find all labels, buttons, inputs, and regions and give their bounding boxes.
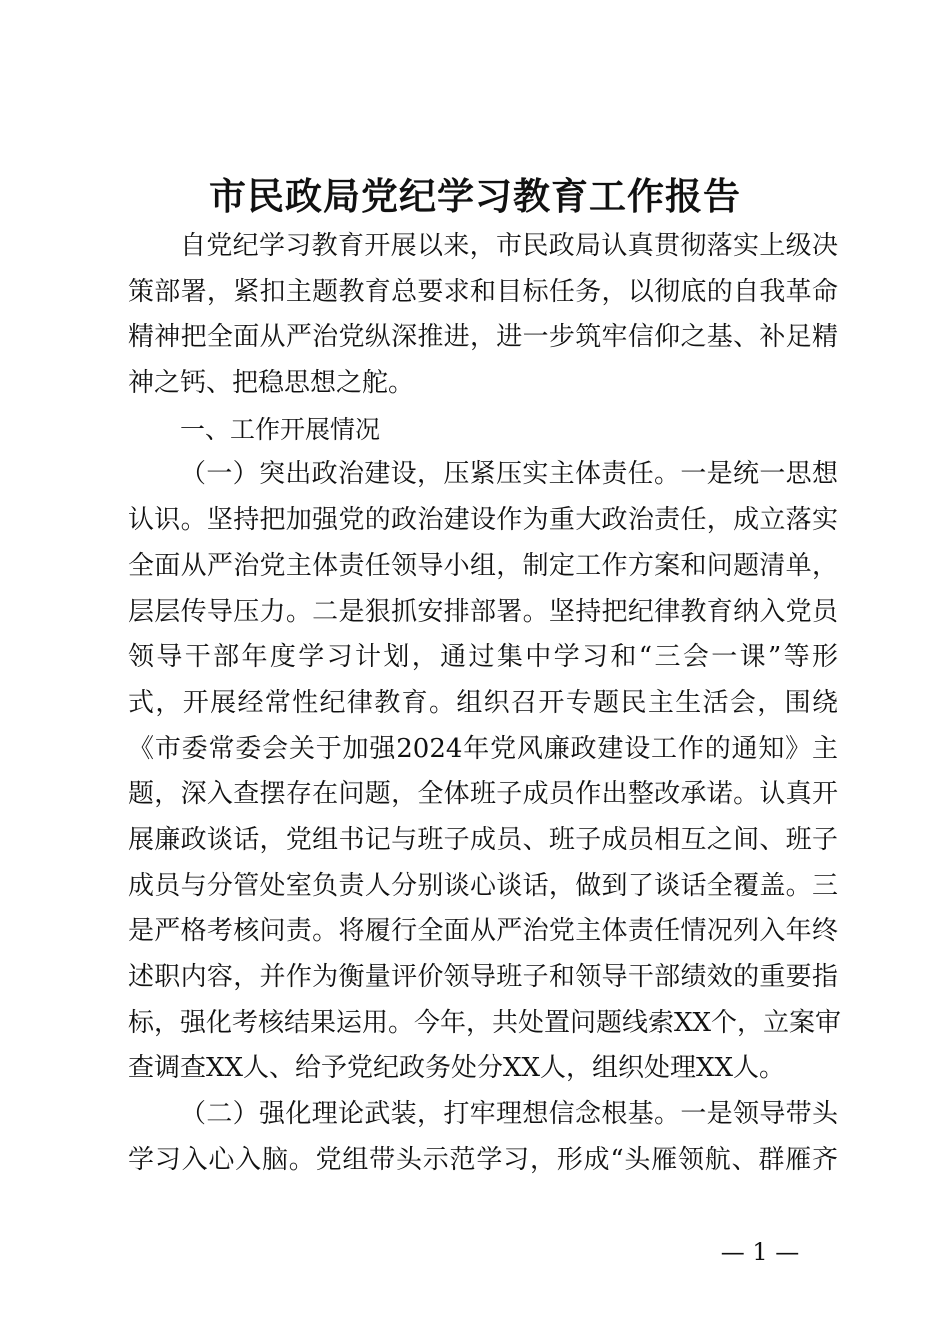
- text-line: 自党纪学习教育开展以来，市民政局认真贯彻落实上级决: [180, 231, 838, 261]
- text-line: 学习入心入脑。党组带头示范学习，形成“头雁领航、群雁齐: [128, 1144, 838, 1175]
- text-line: 查调查XX人、给予党纪政务处分XX人，组织处理XX人。: [128, 1053, 786, 1084]
- text-line: 领导干部年度学习计划，通过集中学习和“三会一课”等形: [128, 642, 838, 673]
- text-line: 标，强化考核结果运用。今年，共处置问题线索XX个，立案审: [128, 1007, 842, 1038]
- text-line: 层层传导压力。二是狠抓安排部署。坚持把纪律教育纳入党员: [128, 596, 838, 627]
- document-title: 市民政局党纪学习教育工作报告: [209, 174, 741, 218]
- text-line: 展廉政谈话，党组书记与班子成员、班子成员相互之间、班子: [128, 824, 838, 855]
- text-line: 全面从严治党主体责任领导小组，制定工作方案和问题清单，: [128, 550, 838, 581]
- text-line: 式，开展经常性纪律教育。组织召开专题民主生活会，围绕: [128, 687, 838, 718]
- text-line: 题，深入查摆存在问题，全体班子成员作出整改承诺。认真开: [128, 779, 838, 810]
- text-line: 《市委常委会关于加强2024年党风廉政建设工作的通知》主: [128, 733, 838, 764]
- section-heading: 一、工作开展情况: [180, 414, 381, 444]
- text-line: 述职内容，并作为衡量评价领导班子和领导干部绩效的重要指: [128, 962, 838, 992]
- document-body: [128, 224, 842, 1183]
- text-line: 神之钙、把稳思想之舵。: [128, 368, 415, 399]
- text-line: （一）突出政治建设，压紧压实主体责任。一是统一思想: [180, 459, 838, 490]
- text-line: 是严格考核问责。将履行全面从严治党主体责任情况列入年终: [128, 916, 838, 947]
- text-line: 策部署，紧扣主题教育总要求和目标任务，以彻底的自我革命: [128, 276, 838, 307]
- text-line: 精神把全面从严治党纵深推进，进一步筑牢信仰之基、补足精: [128, 322, 838, 353]
- text-line: （二）强化理论武装，打牢理想信念根基。一是领导带头: [180, 1099, 838, 1130]
- text-line: 成员与分管处室负责人分别谈心谈话，做到了谈话全覆盖。三: [128, 870, 838, 901]
- page-number: — 1 —: [720, 1238, 800, 1266]
- text-line: 认识。坚持把加强党的政治建设作为重大政治责任，成立落实: [128, 505, 838, 536]
